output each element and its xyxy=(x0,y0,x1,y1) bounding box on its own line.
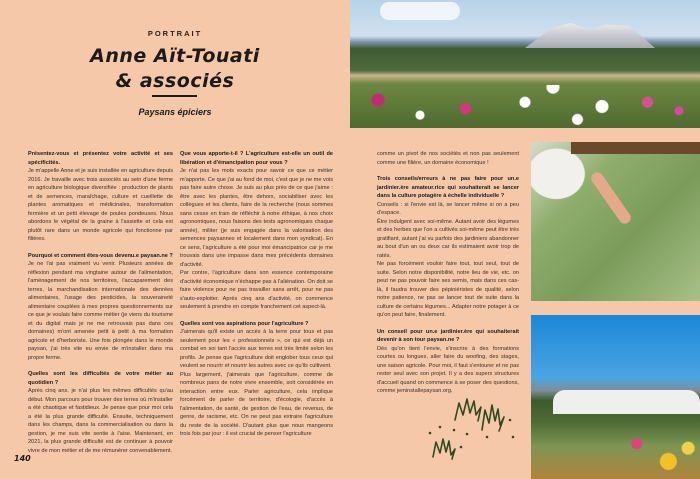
answer-paragraph: Je m'appelle Anne et je suis installée en agriculture depuis 2016. Je travaille avec trois associés au sein d'une ferme en agriculture biologique diversifiée : production de plants et de semences, maraîchage, culture et cueillette de plantes aromatiques et médicinales, transformation fermière et un petit élevage de poules pondeuses. Nous abordons le végétal de la graine à l'assiette et cela est plutôt rare dans un monde agricole qui fonctionne par filières. xyxy=(28,168,173,242)
title-line-2: & associés xyxy=(115,70,235,92)
question-heading: Quelles sont les difficultés de votre métier au quotidien ? xyxy=(28,371,173,386)
cloud-shape xyxy=(380,2,460,20)
greenhouse-tunnel-shape xyxy=(553,390,700,414)
text-column-2 xyxy=(180,150,333,439)
drying-herbs-photo xyxy=(531,142,700,301)
title-line-1: Anne Aït-Touati xyxy=(90,45,260,67)
answer-paragraph: J'aimerais qu'il existe un accès à la terre pour tous et pas seulement pour les « professionnels », ce qui est déjà un combat en soi tant l'accès aux terres est très limité selon les profils. Je pense que l'agriculture doit englober tous ceux qui veulent se nourrir et nourrir les autres avec ce qu'ils cultivent. xyxy=(180,329,333,369)
section-kicker: PORTRAIT xyxy=(147,29,203,38)
answer-paragraph: Après cinq ans, je n'ai plus les mêmes difficultés qu'au début. Mon parcours pour trouver des terres où m'installer a été chaotique et fastidieux. Je pense que pour moi cela a été la plus grande difficulté. Ensuite, techniquement dans les champs, dans la commercialisation ou dans la gestion, je me suis vite sentie à l'aise. Maintenant, en 2021, la plus grande difficulté est de continuer à pouvoir vivre de mon métier et de me rémunérer convenablement. xyxy=(28,388,173,454)
answer-paragraph: Je n'ai pas les mots exacts pour savoir ce que ce métier m'apporte. Ce que j'ai au fond de moi, c'est que je ne me vois pas faire autre chose. Je suis au plus près de ce que j'aime : être avec les plantes, être dehors, sociabiliser avec les collègues et les clients, faire de la recherche (nous sommes sans cesse en train de réfléchir à notre éthique, à nos choix agronomiques, nous faisons des tests agronomiques chaque année), militer (je suis engagée dans la valorisation des semences paysannes et localement dans mon syndicat). En ce sens, l'agriculture a été pour moi émancipatrice car je me trouvais dans une impasse dans mes précédents domaines d'activité. xyxy=(180,168,333,268)
question-heading: Pourquoi et comment êtes-vous devenu.e paysan.ne ? xyxy=(28,252,173,259)
flower-bed-shape xyxy=(621,435,700,479)
article-subtitle: Paysans épiciers xyxy=(138,107,212,117)
grass-tufts-icon xyxy=(425,395,535,465)
answer-paragraph: Conseils : si l'envie est là, se lancer même si on a peu d'espace. xyxy=(377,201,519,216)
answer-paragraph: Être indulgent avec soi-même. Autant avoir des légumes et des herbes que l'on a cultivés soi-même peut être très gratifiant, autant j'ai vu parfois des jardiniers abandonner au bout d'un an ou deux car ils estimaient avoir trop de ratés. xyxy=(377,218,519,259)
question-heading: Trois conseils/erreurs à ne pas faire pour un.e jardinier.ère amateur.rice qui souhaiterait se lancer dans la culture potagère à échelle individuelle ? xyxy=(377,176,519,199)
question-heading: Présentez-vous et présentez votre activité et ses spécificités. xyxy=(28,151,173,166)
title-divider xyxy=(152,95,197,97)
answer-paragraph: Dès qu'on tient l'envie, s'inscrire à des formations courtes ou longues, aller faire du woofing, des stages, une saison agricole. Pour moi, il faut s'entourer et ne pas rester seul avec son projet. Il y a des supers structures d'accueil quand on commence à se poser des questions, comme jeminstallepaysan.org. xyxy=(377,345,519,394)
question-heading: Un conseil pour un.e jardinier.ère qui souhaiterait devenir à son tour paysan.ne ? xyxy=(377,328,519,343)
question-heading: Que vous apporte-t-il ? L'agriculture est-elle un outil de libération et d'émancipation pour vous ? xyxy=(180,151,333,166)
answer-paragraph: Je ne l'ai pas vraiment vu venir. Plusieurs années de réflexion pendant ma vingtaine autour de l'alimentation, l'aménagement de nos territoires, l'accaparement des terres, la marchandisation internationale des denrées alimentaires, l'usage des pesticides, la souveraineté alimentaire couplées à mes propres questionnements sur ce que je voulais faire comme métier (je viens du tourisme et du digital mais je ne me retrouvais pas dans ces domaines) m'ont amenée petit à petit à ma formation agricole et d'herboriste. Une fois plongée dans le monde paysan, j'ai très vite eu envie de m'installer dans ma propre ferme. xyxy=(28,261,173,361)
arm-shape xyxy=(589,170,633,226)
text-column-3 xyxy=(377,150,519,396)
answer-paragraph: Ne pas forcément vouloir faire tout, tout seul, tout de suite. Selon notre disponibilité, notre lieu de vie, etc. on peut ne pas pouvoir faire ses semis, mais dans ces cas-là, il faudra trouver des pépiniéristes de qualité, selon notre patience, ne pas se lancer tout de suite dans la culture de certains légumes... Adapter notre potager à ce qu'on peut faire, finalement. xyxy=(377,261,519,318)
mountain-shape xyxy=(525,20,655,48)
answer-paragraph: comme un pivot de nos sociétés et non pas seulement comme une filière, un domaine économique ! xyxy=(377,151,519,166)
question-heading: Quelles sont vos aspirations pour l'agriculture ? xyxy=(180,320,309,327)
answer-paragraph: Plus largement, j'aimerais que l'agriculture, comme de nombreux pans de notre vivre ensemble, soit considérée en interaction entre eux. Parler agriculture, cela implique forcément de parler de territoire, d'écologie, d'accès à l'alimentation, de santé, de gestion de l'eau, de revenus, de genre, de racisme, etc. On ne peut pas extraire l'agriculture du reste de la société. D'autant plus que nous mangeons trois fois par jour : il est crucial de penser l'agriculture xyxy=(180,371,333,437)
page-number: 140 xyxy=(14,454,31,463)
article-title xyxy=(60,44,290,94)
cosmos-flowers-shape xyxy=(350,85,700,128)
wooden-frame-shape xyxy=(571,142,700,154)
answer-paragraph: Par contre, l'agriculture dans son essence contemporaine d'activité économique n'échappe pas à l'aliénation. On doit se faire violence pour ne pas travailler sans arrêt, pour ne pas s'auto-exploiter. Après cinq ans d'activité, on commence seulement à prendre en compte franchement cet aspect-là. xyxy=(180,270,333,310)
greenhouse-garden-photo xyxy=(531,315,700,479)
flower-field-mountains-photo xyxy=(350,0,700,128)
text-column-1 xyxy=(28,150,173,455)
